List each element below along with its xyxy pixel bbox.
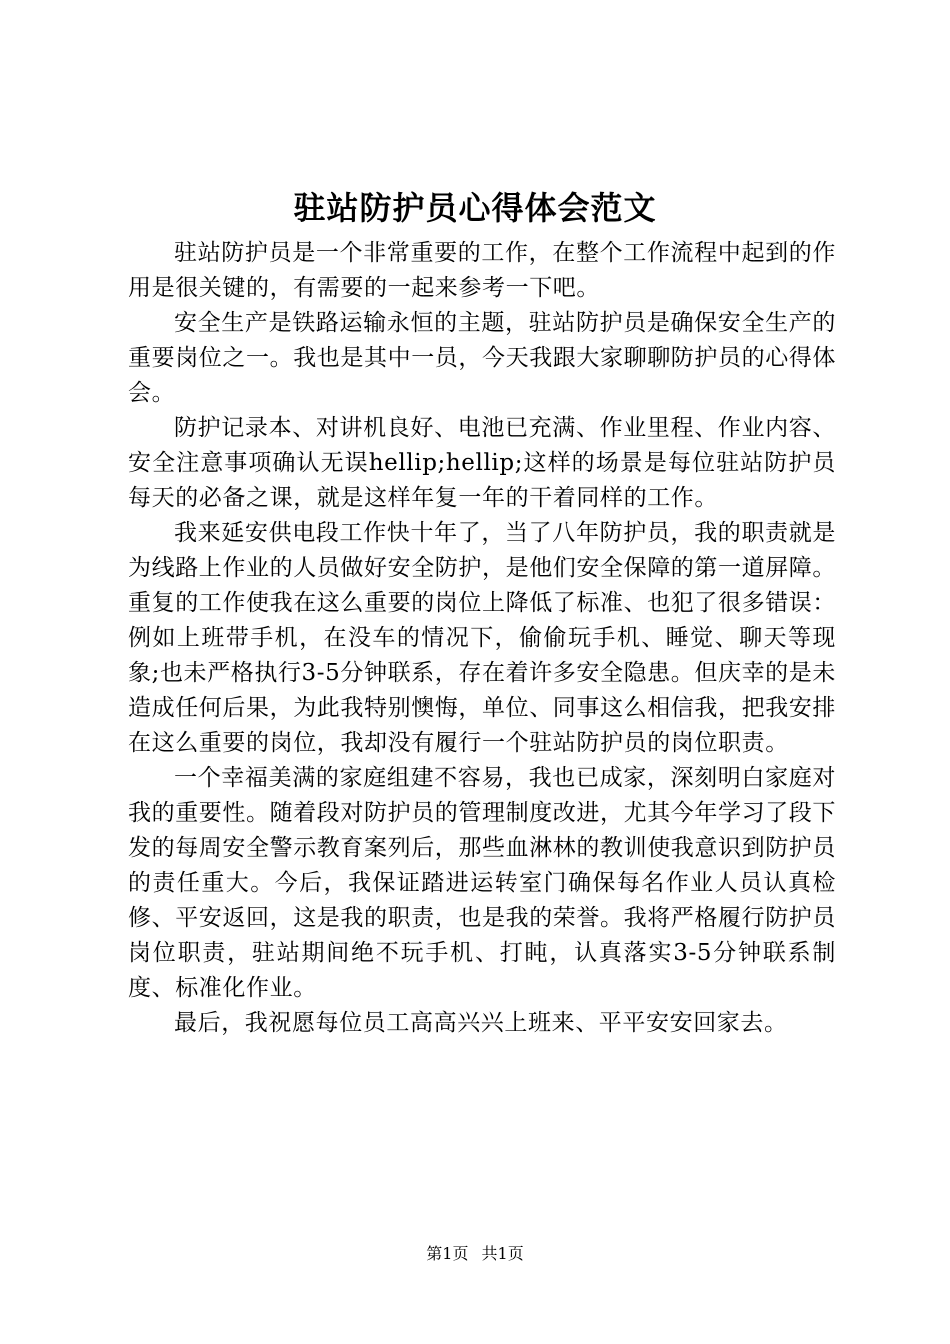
paragraph-safety-theme: 安全生产是铁路运输永恒的主题，驻站防护员是确保安全生产的重要岗位之一。我也是其中一员，今天我跟大家聊聊防护员的心得体会。: [128, 310, 836, 406]
paragraph-intro: 驻站防护员是一个非常重要的工作，在整个工作流程中起到的作用是很关键的，有需要的一起来参考一下吧。: [128, 240, 836, 301]
paragraph-reflection: 我来延安供电段工作快十年了，当了八年防护员，我的职责就是为线路上作业的人员做好安全防护，是他们安全保障的第一道屏障。重复的工作使我在这么重要的岗位上降低了标准、也犯了很多错误：例如上班带手机，在没车的情况下，偷偷玩手机、睡觉、聊天等现象;也未严格执行3-5分钟联系，存在着许多安全隐患。但庆幸的是未造成任何后果，为此我特别懊悔，单位、同事这么相信我，把我安排在这么重要的岗位，我却没有履行一个驻站防护员的岗位职责。: [128, 520, 836, 756]
paragraph-daily-routine: 防护记录本、对讲机良好、电池已充满、作业里程、作业内容、安全注意事项确认无误hellip;hellip;这样的场景是每位驻站防护员每天的必备之课，就是这样年复一年的干着同样的工作。: [128, 415, 836, 511]
page-number: 第1页: [426, 1244, 469, 1263]
page-total: 共1页: [481, 1244, 524, 1263]
page-footer: [0, 1244, 950, 1264]
document-title: 驻站防护员心得体会范文: [293, 189, 657, 227]
paragraph-family-commitment: 一个幸福美满的家庭组建不容易，我也已成家，深刻明白家庭对我的重要性。随着段对防护员的管理制度改进，尤其今年学习了段下发的每周安全警示教育案列后，那些血淋林的教训使我意识到防护员的责任重大。今后，我保证踏进运转室门确保每名作业人员认真检修、平安返回，这是我的职责，也是我的荣誉。我将严格履行防护员岗位职责，驻站期间绝不玩手机、打盹，认真落实3-5分钟联系制度、标准化作业。: [128, 765, 836, 1001]
document-body: [128, 236, 836, 1041]
paragraph-closing: 最后，我祝愿每位员工高高兴兴上班来、平平安安回家去。: [174, 1010, 788, 1036]
